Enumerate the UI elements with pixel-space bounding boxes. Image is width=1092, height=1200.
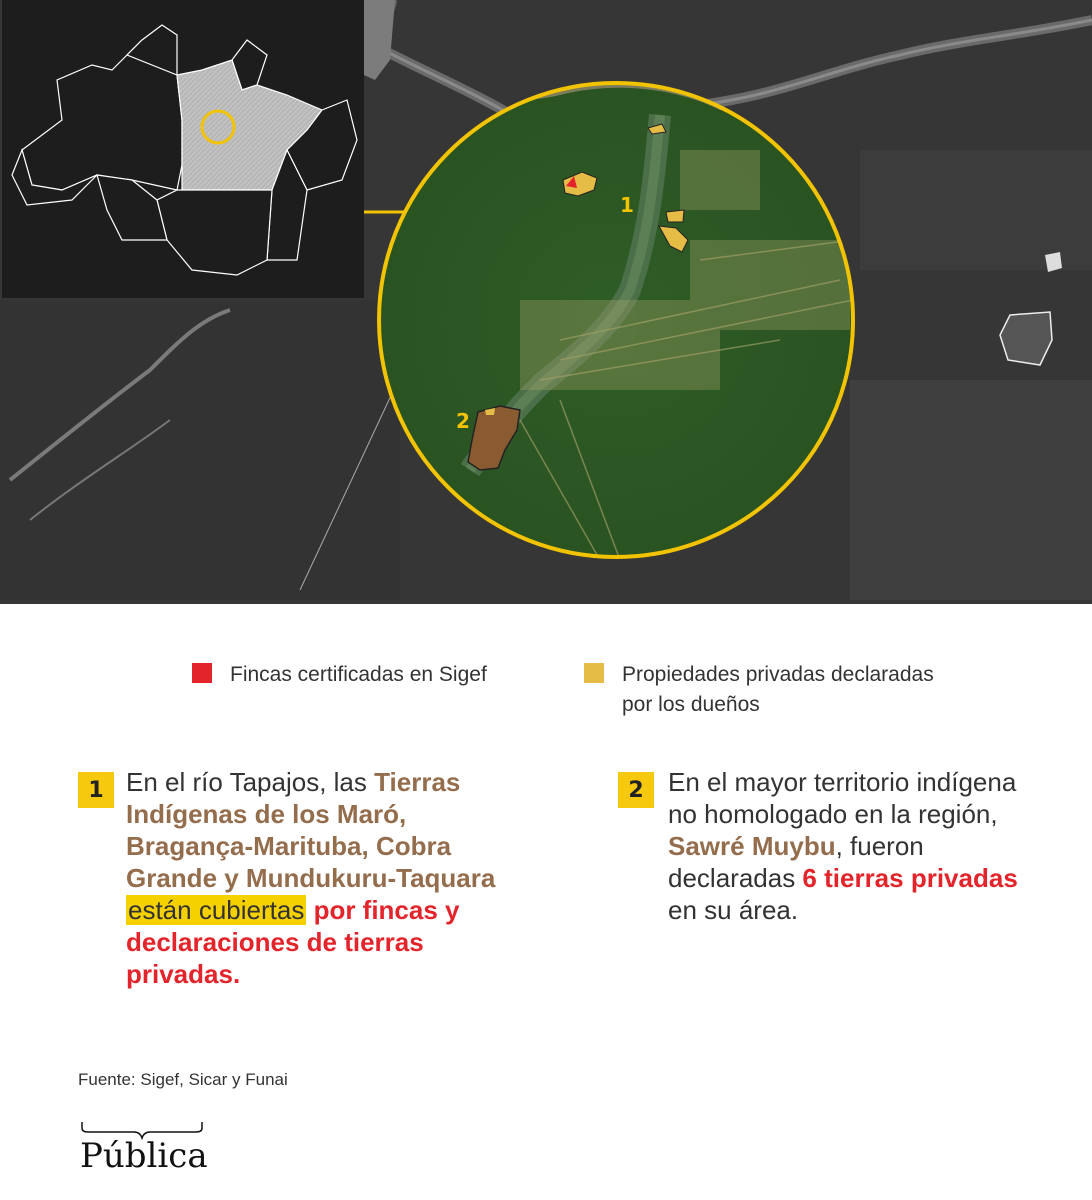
note-2-part3: en su área. [668, 895, 799, 925]
note-number-2: 2 [618, 772, 654, 808]
map-marker-1: 1 [620, 193, 634, 217]
note-number-1: 1 [78, 772, 114, 808]
note-2-part: En el mayor territorio indígena no homologado en la región, [668, 767, 1017, 829]
note-1-part: En el río Tapajos, las [126, 767, 375, 797]
note-2-part2: , fueron declaradas [668, 831, 924, 893]
note-1-text [126, 766, 496, 990]
note-2-territory: Sawré Muybu [668, 831, 836, 861]
note-1-space2 [306, 895, 313, 925]
legend-label-line2: por los dueños [622, 693, 760, 716]
note-1-emphasis: por fincas y declaraciones de tierras privadas. [126, 895, 460, 989]
brazil-north-states-map [2, 0, 364, 298]
note-1-territories: Tierras Indígenas de los Maró, Bragança-Marituba, Cobra Grande y Mundukuru-Taquara [126, 767, 496, 893]
legend-label: Fincas certificadas en Sigef [230, 663, 487, 686]
source-note: Fuente: Sigef, Sicar y Funai [78, 1070, 288, 1089]
legend-label: Propiedades privadas declaradas [622, 663, 934, 686]
note-2-emphasis: 6 tierras privadas [802, 863, 1018, 893]
publica-logo [78, 1118, 208, 1180]
legend-swatch-red [192, 663, 212, 683]
map-marker-2: 2 [456, 409, 470, 433]
logo-wordmark: Pública [80, 1136, 208, 1176]
note-1-highlight: están cubiertas [128, 895, 305, 925]
locator-inset [2, 0, 364, 298]
legend-swatch-yellow [584, 663, 604, 683]
note-2-text [668, 766, 1028, 926]
